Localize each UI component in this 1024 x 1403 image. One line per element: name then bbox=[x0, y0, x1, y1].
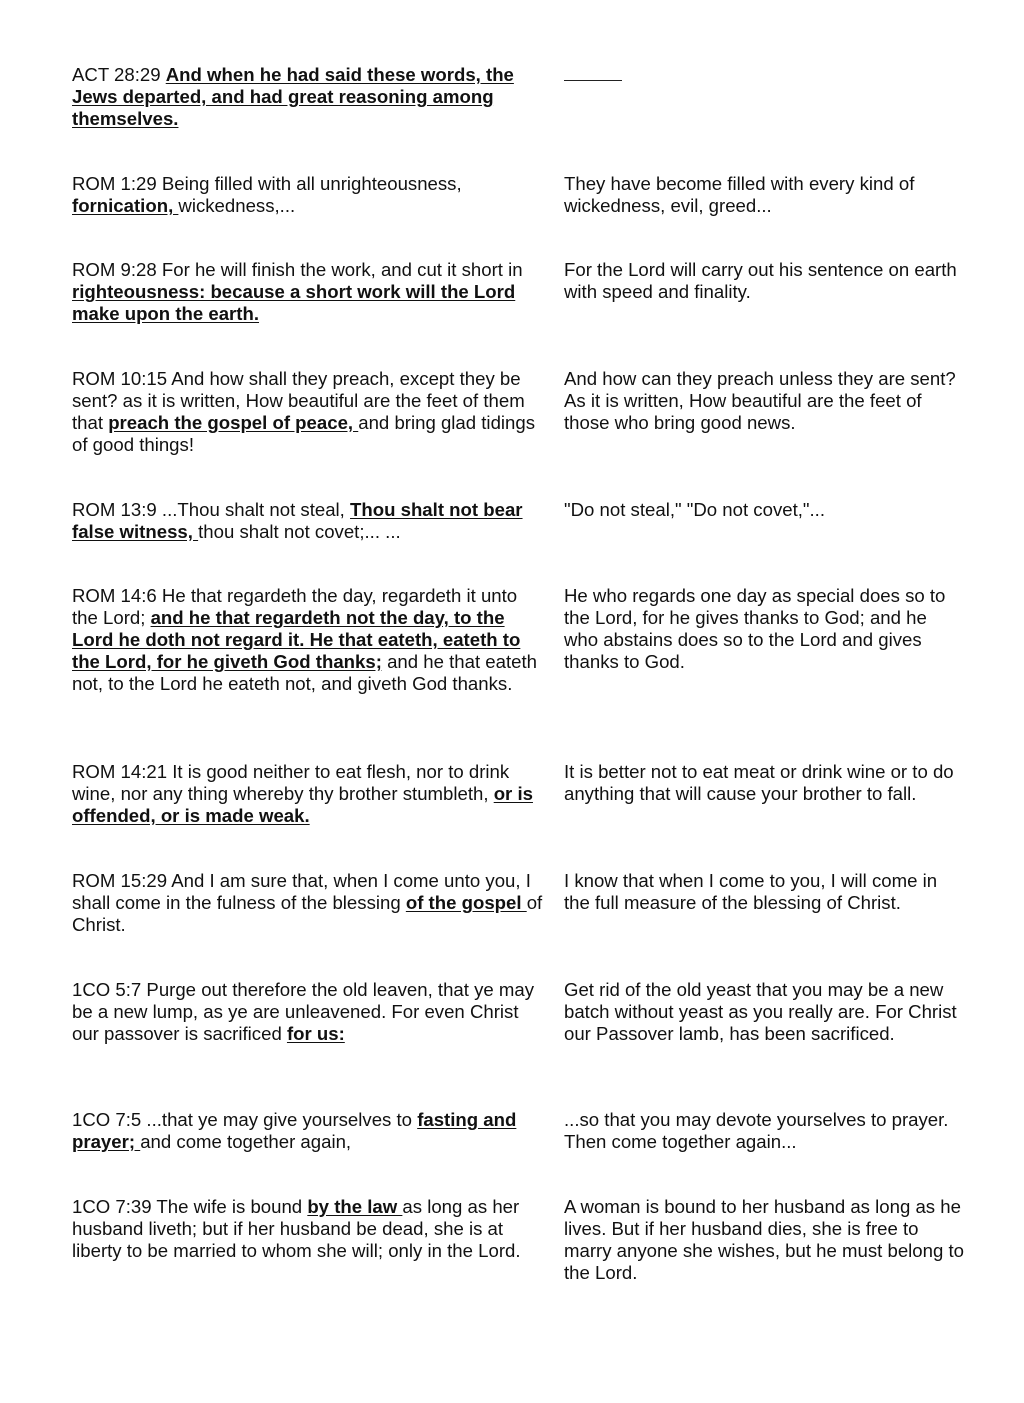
emphasized-phrase: fornication, bbox=[72, 195, 179, 216]
kjv-text bbox=[72, 259, 544, 325]
modern-text bbox=[564, 173, 966, 217]
kjv-text bbox=[72, 64, 544, 130]
verse-text: ROM 14:6 He that regardeth the day, regardeth it unto the Lord; bbox=[72, 585, 518, 628]
kjv-text bbox=[72, 585, 544, 695]
emphasized-phrase: Thou shalt not bear false witness, bbox=[72, 499, 523, 542]
kjv-text bbox=[72, 761, 544, 827]
verse-text: and he that eateth not, to the Lord he eateth not, and giveth God thanks. bbox=[72, 651, 537, 694]
verse-text: as long as her husband liveth; but if her husband be dead, she is at liberty to be married to whom she will; only in the Lord. bbox=[72, 1196, 521, 1261]
verse-text: 1CO 7:5 ...that ye may give yourselves to bbox=[72, 1109, 418, 1130]
emphasized-phrase: by the law bbox=[307, 1196, 403, 1217]
verse-text: of Christ. bbox=[72, 892, 543, 935]
verse-text: ROM 15:29 And I am sure that, when I come unto you, I shall come in the fulness of the blessing bbox=[72, 870, 531, 913]
verse-text: It is better not to eat meat or drink wine or to do anything that will cause your brother to fall. bbox=[564, 761, 954, 804]
modern-text bbox=[564, 259, 966, 303]
verse-text: ...so that you may devote yourselves to prayer. Then come together again... bbox=[564, 1109, 949, 1152]
verse-text: wickedness,... bbox=[178, 195, 296, 216]
modern-text bbox=[564, 1109, 966, 1153]
emphasized-phrase: And when he had said these words, the Jews departed, and had great reasoning among themselves. bbox=[72, 64, 514, 129]
modern-text bbox=[564, 368, 966, 434]
verse-text: A woman is bound to her husband as long as he lives. But if her husband dies, she is free to marry anyone she wishes, but he must belong to the Lord. bbox=[564, 1196, 964, 1283]
verse-text: Get rid of the old yeast that you may be a new batch without yeast as you really are. For Christ our Passover lamb, has been sacrificed. bbox=[564, 979, 957, 1044]
verse-text: and come together again, bbox=[140, 1131, 352, 1152]
emphasized-phrase: righteousness: because a short work will the Lord make upon the earth. bbox=[72, 281, 516, 324]
modern-text bbox=[564, 761, 966, 805]
omitted-verse-dash bbox=[564, 80, 622, 81]
verse-text: thou shalt not covet;... ... bbox=[198, 521, 401, 542]
modern-text bbox=[564, 1196, 966, 1284]
verse-text: ACT 28:29 bbox=[72, 64, 166, 85]
emphasized-phrase: for us: bbox=[286, 1023, 345, 1044]
kjv-text bbox=[72, 1109, 544, 1153]
modern-text bbox=[564, 585, 966, 673]
modern-text bbox=[564, 870, 966, 914]
verse-text: ROM 1:29 Being filled with all unrighteousness, bbox=[72, 173, 462, 194]
verse-text: They have become filled with every kind of wickedness, evil, greed... bbox=[564, 173, 915, 216]
emphasized-phrase: fasting and prayer; bbox=[72, 1109, 517, 1152]
modern-text bbox=[564, 499, 966, 521]
verse-text: 1CO 7:39 The wife is bound bbox=[72, 1196, 308, 1217]
kjv-text bbox=[72, 368, 544, 456]
emphasized-phrase: of the gospel bbox=[405, 892, 527, 913]
verse-text: He who regards one day as special does so to the Lord, for he gives thanks to God; and he who abstains does so to the Lord and gives thanks to God. bbox=[564, 585, 946, 672]
kjv-text bbox=[72, 173, 544, 217]
verse-text: I know that when I come to you, I will come in the full measure of the blessing of Christ. bbox=[564, 870, 938, 913]
emphasized-phrase: or is offended, or is made weak. bbox=[72, 783, 533, 826]
kjv-text bbox=[72, 979, 544, 1045]
verse-text: For the Lord will carry out his sentence on earth with speed and finality. bbox=[564, 259, 957, 302]
kjv-text bbox=[72, 1196, 544, 1262]
verse-text: 1CO 5:7 Purge out therefore the old leaven, that ye may be a new lump, as ye are unleavened. For even Christ our passover is sacrificed bbox=[72, 979, 535, 1044]
kjv-text bbox=[72, 870, 544, 936]
verse-text: ROM 9:28 For he will finish the work, and cut it short in bbox=[72, 259, 523, 280]
verse-text: ROM 13:9 ...Thou shalt not steal, bbox=[72, 499, 351, 520]
verse-text: "Do not steal," "Do not covet,"... bbox=[564, 499, 826, 520]
emphasized-phrase: preach the gospel of peace, bbox=[108, 412, 359, 433]
verse-text: And how can they preach unless they are sent? As it is written, How beautiful are the feet of those who bring good news. bbox=[564, 368, 956, 433]
modern-text bbox=[564, 979, 966, 1045]
verse-text: ROM 14:21 It is good neither to eat flesh, nor to drink wine, nor any thing whereby thy brother stumbleth, bbox=[72, 761, 510, 804]
kjv-text bbox=[72, 499, 544, 543]
emphasized-phrase: and he that regardeth not the day, to the Lord he doth not regard it. He that eateth, eateth to the Lord, for he giveth God thanks; bbox=[72, 607, 521, 672]
verse-text: ROM 10:15 And how shall they preach, except they be sent? as it is written, How beautiful are the feet of them that bbox=[72, 368, 525, 433]
verse-text: and bring glad tidings of good things! bbox=[72, 412, 536, 455]
modern-text bbox=[564, 64, 966, 86]
